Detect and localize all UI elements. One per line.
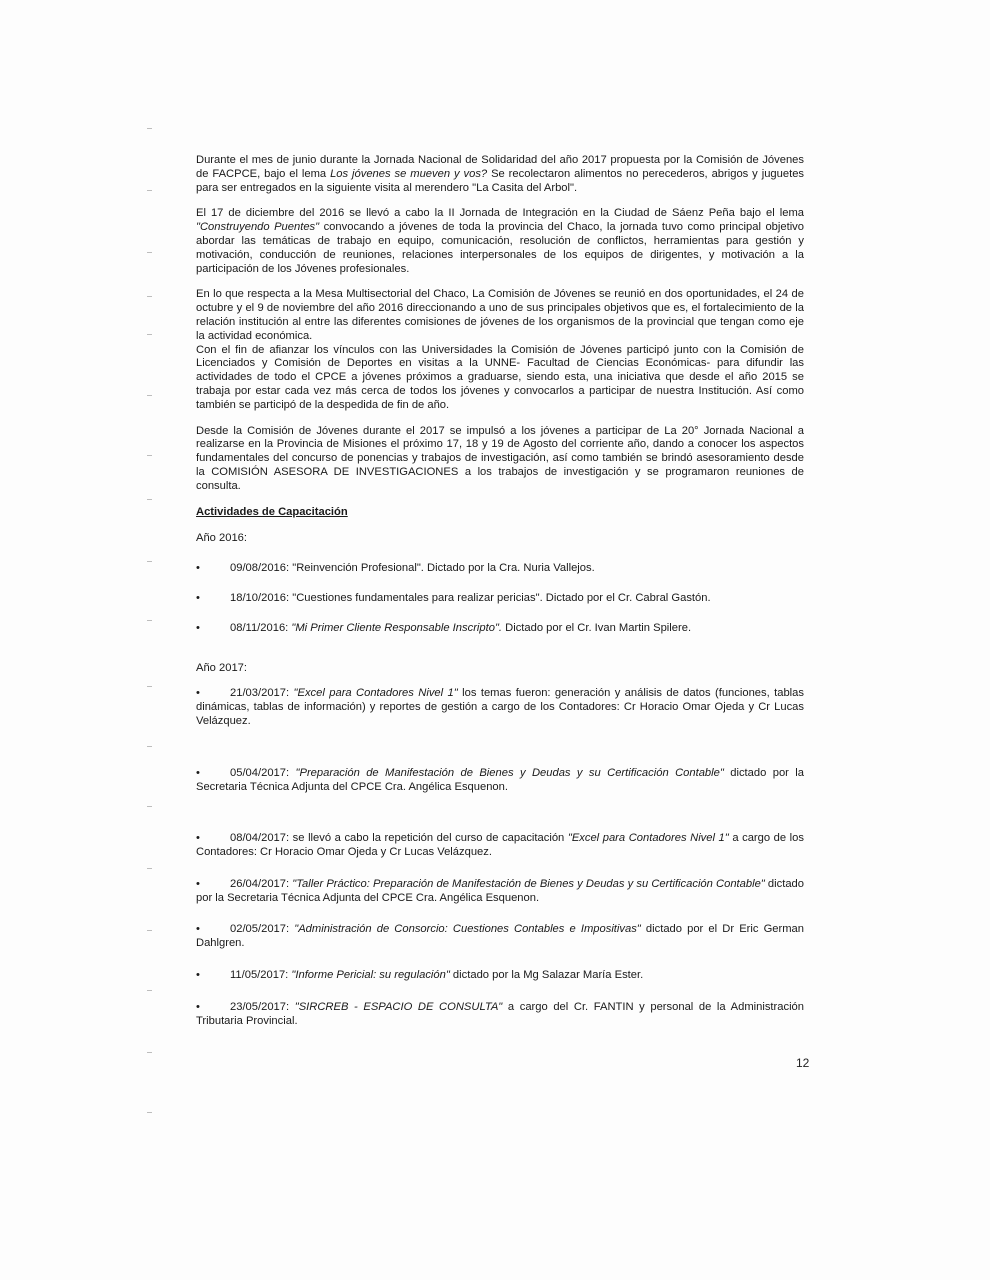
bullet: • xyxy=(196,1000,200,1013)
margin-mark xyxy=(147,455,152,456)
item-text: "Reinvención Profesional". Dictado por la Cra. Nuria Vallejos. xyxy=(289,562,595,575)
bullet: • xyxy=(196,969,200,982)
margin-mark xyxy=(147,930,152,931)
margin-mark xyxy=(147,686,152,687)
margin-mark xyxy=(147,746,152,747)
item-text: se llevó a cabo la repetición del curso de capacitación xyxy=(289,832,568,845)
list-item xyxy=(196,562,804,576)
item-italic-text: "Preparación de Manifestación de Bienes y Deudas y su Certificación Contable" xyxy=(295,766,724,779)
item-text: dictado por el Dr Eric German Dahlgren. xyxy=(196,923,804,950)
margin-mark xyxy=(147,296,152,297)
paragraph-text: El 17 de diciembre del 2016 se llevó a cabo la II Jornada de Integración en la Ciudad de Sáenz Peña bajo el lema xyxy=(196,207,804,220)
item-text: dictado por la Secretaria Técnica Adjunta del CPCE Cra. Angélica Esquenon. xyxy=(196,877,805,904)
bullet: • xyxy=(196,766,200,779)
item-text: dictado por la Secretaria Técnica Adjunta del CPCE Cra. Angélica Esquenon. xyxy=(196,766,805,793)
margin-mark xyxy=(147,128,152,129)
paragraph-text: Durante el mes de junio durante la Jornada Nacional de Solidaridad del año 2017 propuesta por la Comisión de Jóvenes de FACPCE, bajo el lema xyxy=(196,154,804,180)
margin-mark xyxy=(147,252,152,253)
document-body xyxy=(196,154,804,1028)
list-item xyxy=(196,923,804,951)
margin-mark xyxy=(147,868,152,869)
year-label-2016: Año 2016: xyxy=(196,532,248,545)
item-text: Dictado por el Cr. Ivan Martin Spilere. xyxy=(502,621,692,634)
paragraph-jornada-nacional: Desde la Comisión de Jóvenes durante el 2017 se impulsó a los jóvenes a participar de La 20° Jornada Nacional a realizarse en la Provincia de Misiones el próximo 17, 18 y 19 de Agosto del corriente año, dando a conocer los aspectos fundamentales del concurso de ponencias y trabajos de investigación, así como también se brindó asesoramiento desde la COMISIÓN ASESORA DE INVESTIGACIONES a los trabajos de investigación y se programaron reuniones de consulta. xyxy=(196,424,804,492)
item-italic-text: "Excel para Contadores Nivel 1" xyxy=(567,832,729,845)
list-item xyxy=(196,878,804,906)
item-italic-text: "Administración de Consorcio: Cuestiones Contables e Impositivas" xyxy=(294,923,641,936)
bullet: • xyxy=(196,877,200,890)
margin-mark xyxy=(147,1052,152,1053)
item-date: 26/04/2017: xyxy=(230,877,290,890)
item-date: 21/03/2017: xyxy=(230,687,290,700)
margin-mark xyxy=(147,395,152,396)
list-item xyxy=(196,592,804,606)
item-text: a cargo de los Contadores: Cr Horacio Omar Ojeda y Cr Lucas Velázquez. xyxy=(196,832,804,859)
list-item xyxy=(196,832,804,860)
bullet: • xyxy=(196,562,200,575)
item-italic-text: "Taller Práctico: Preparación de Manifestación de Bienes y Deudas y su Certificación Contable" xyxy=(292,877,765,890)
item-date: 08/11/2016: xyxy=(230,621,289,634)
item-date: 11/05/2017: xyxy=(230,969,289,982)
list-item xyxy=(196,622,804,636)
bullet: • xyxy=(196,923,200,936)
item-date: 23/05/2017: xyxy=(230,1000,290,1013)
margin-mark xyxy=(147,1112,152,1113)
bullet: • xyxy=(196,621,200,634)
paragraph-italic-text: "Construyendo Puentes" xyxy=(196,221,320,234)
list-item xyxy=(196,969,804,983)
paragraph-text: Se recolectaron alimentos no perecederos, abrigos y juguetes para ser entregados en la siguiente visita al merendero "La Casita del Arbol". xyxy=(196,167,805,194)
bullet: • xyxy=(196,687,200,700)
bullet: • xyxy=(196,591,200,604)
item-date: 02/05/2017: xyxy=(230,923,290,936)
item-date: 08/04/2017: xyxy=(230,832,290,845)
item-date: 09/08/2016: xyxy=(230,562,290,575)
list-item xyxy=(196,1001,804,1029)
list-item xyxy=(196,687,804,728)
margin-mark xyxy=(147,620,152,621)
item-text: a cargo del Cr. FANTIN y personal de la Administración Tributaria Provincial. xyxy=(196,1000,805,1027)
paragraph-italic-text: Los jóvenes se mueven y vos? xyxy=(330,167,488,180)
section-heading: Actividades de Capacitación xyxy=(196,505,348,518)
bullet: • xyxy=(196,832,200,845)
item-date: 05/04/2017: xyxy=(230,766,290,779)
item-text: los temas fueron: generación y análisis de datos (funciones, tablas dinámicas, tablas de información) y reportes de gestión a cargo de los Contadores: Cr Horacio Omar Ojeda y Cr Lucas Velázquez. xyxy=(196,687,804,727)
margin-mark xyxy=(147,806,152,807)
item-italic-text: "Excel para Contadores Nivel 1" xyxy=(293,687,458,700)
paragraph-universidades: Con el fin de afianzar los vínculos con las Universidades la Comisión de Jóvenes participó junto con la Comisión de Licenciados y Comisión de Deportes en visitas a la UNNE- Facultad de Ciencias Económicas- para difundir las actividades de todo el CPCE a jóvenes próximos a graduarse, siendo esta, una iniciativa que desde el año 2015 se trabaja por estar cada vez más cerca de todos los jóvenes y convocarlos a participar de nuestra Institución. Así como también se participó de la despedida de fin de año. xyxy=(196,343,804,411)
paragraph-jornada-integracion xyxy=(196,207,804,276)
margin-mark xyxy=(147,499,152,500)
item-italic-text: "Informe Pericial: su regulación" xyxy=(291,969,450,982)
year-label-2017: Año 2017: xyxy=(196,661,248,674)
margin-mark xyxy=(147,190,152,191)
item-text: "Cuestiones fundamentales para realizar pericias". Dictado por el Cr. Cabral Gastón. xyxy=(289,591,711,604)
page-number: 12 xyxy=(796,1056,810,1070)
paragraph-solidaridad xyxy=(196,154,804,195)
list-item xyxy=(196,767,804,795)
item-italic-text: "Mi Primer Cliente Responsable Inscripto". xyxy=(291,621,503,634)
margin-mark xyxy=(147,561,152,562)
paragraph-mesa-multisectorial: En lo que respecta a la Mesa Multisectorial del Chaco, La Comisión de Jóvenes se reunió en dos oportunidades, el 24 de octubre y el 9 de noviembre del año 2016 direccionando a uno de sus principales objetivos que es, el fortalecimiento de la relación institución al entre las diferentes comisiones de jóvenes de los organismos de la provincial que tengan como eje la actividad económica. xyxy=(196,288,804,342)
item-date: 18/10/2016: xyxy=(230,591,290,604)
item-italic-text: "SIRCREB - ESPACIO DE CONSULTA" xyxy=(294,1000,503,1013)
paragraph-text: convocando a jóvenes de toda la provincia del Chaco, la jornada tuvo como principal objetivo abordar las temáticas de trabajo en equipo, comunicación, resolución de conflictos, herramientas para gestión y motivación, conducción de reuniones, relaciones interpersonales de los equipos de dirigentes, y motivación a la participación de los Jóvenes profesionales. xyxy=(196,221,804,275)
item-text: dictado por la Mg Salazar María Ester. xyxy=(449,969,644,982)
margin-mark xyxy=(147,334,152,335)
margin-mark xyxy=(147,990,152,991)
